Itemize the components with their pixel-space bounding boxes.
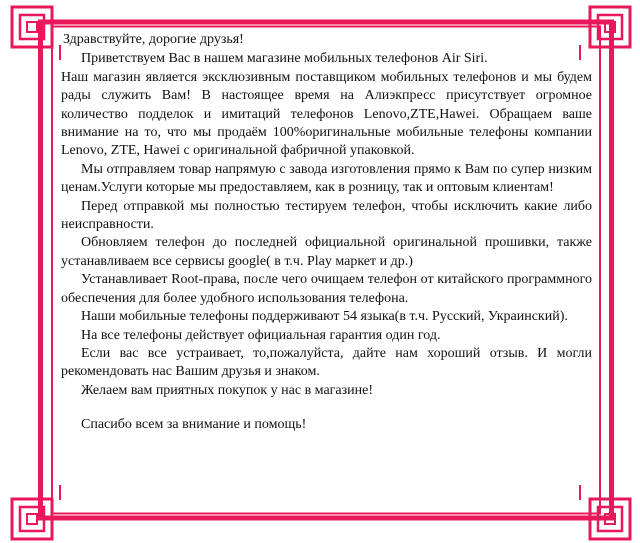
paragraph: На все телефоны действует официальная гарантия один год. (81, 327, 441, 343)
paragraph: Мы отправляем товар напрямую с завода изготовления прямо к Вам по супер низким ценам.Услуги которые мы предоставляем, как в розницу, так и оптовым клиентам! (61, 161, 592, 196)
paragraph: Перед отправкой мы полностью тестируем телефон, чтобы исключить какие либо неисправности. (61, 198, 592, 233)
closing-line: Спасибо всем за внимание и помощь! (81, 417, 307, 433)
paragraph: Наши мобильные телефоны поддерживают 54 языка(в т.ч. Русский, Украинский). (81, 309, 568, 325)
greeting: Здравствуйте, дорогие друзья! (63, 32, 244, 47)
corner-knot-core-top-left (27, 22, 37, 32)
spacer (61, 400, 592, 416)
corner-knot-outer-top-left (12, 7, 52, 47)
paragraph: Наш магазин является эксклюзивным поставщиком мобильных телефонов и мы будем рады служить Вам! В настоящее время на Алиэкпресс присутствует огромное количество подделок и имитаций телефонов Lenovo,ZTE,Hawei. Обращаем ваше внимание на то, что мы продаём 100%оригинальные мобильные телефоны компании Lenovo, ZTE, Hawei с оригинальной фабричной упаковкой. (61, 69, 592, 159)
paragraph: Обновляем телефон до последней официальной оригинальной прошивки, также устанавливаем все сервисы google( в т.ч. Play маркет и др.) (61, 235, 592, 269)
paragraph: Устанавливает Root-права, после чего очищаем телефон от китайского программного обеспечения для более удобного использования телефона. (61, 272, 592, 306)
paragraph: Приветствуем Вас в нашем магазине мобильных телефонов Air Siri. (81, 51, 488, 67)
paragraph: Желаем вам приятных покупок у нас в магазине! (81, 382, 374, 398)
corner-knot-core-bottom-left (27, 514, 37, 524)
letter-body (61, 31, 592, 435)
paragraph: Если вас все устраивает, то,пожалуйста, дайте нам хороший отзыв. И могли рекомендовать нас Вашим друзья и знаком. (61, 345, 592, 380)
